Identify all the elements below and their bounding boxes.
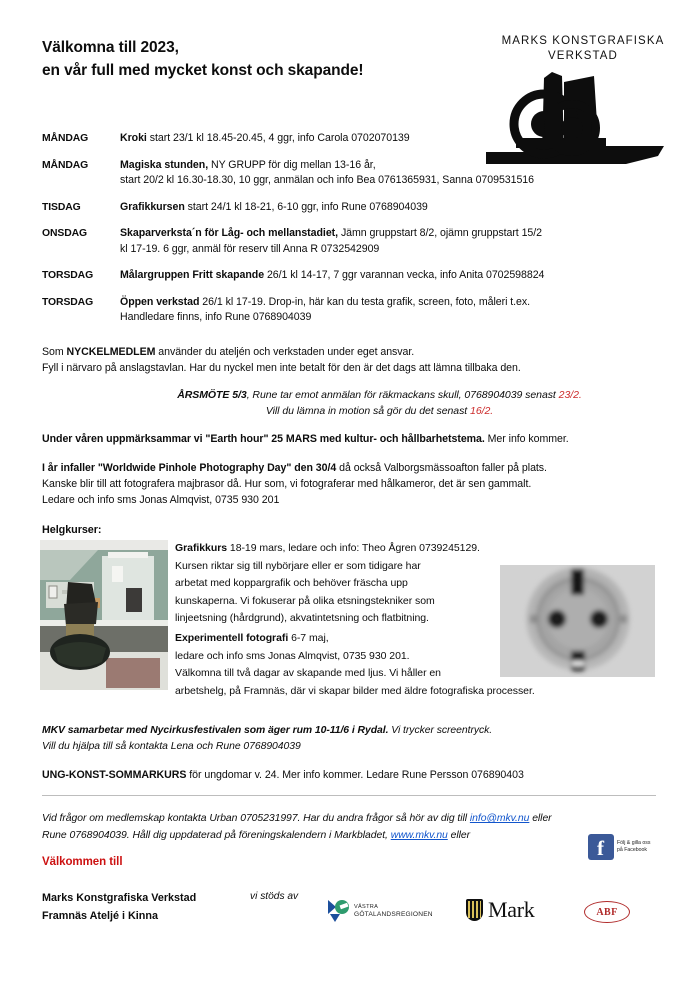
contact-line-2 — [42, 827, 582, 844]
circus-headline-rest: Vi trycker screentryck. — [388, 725, 493, 736]
footer-organisation — [42, 890, 196, 925]
schedule-line — [120, 158, 657, 174]
schedule-line — [120, 173, 657, 189]
course-experimentell-body-line: Välkomna till två dagar av skapande med ljus. Vi håller en — [175, 667, 441, 679]
schedule-body — [120, 226, 657, 257]
contact-text-2-end: eller — [447, 830, 471, 841]
schedule-line-rest: start 20/2 kl 16.30-18.30, 10 ggr, anmälan och info Bea 0761365931, Sanna 0709531516 — [120, 174, 534, 186]
course-experimentell-body-line: ledare och info sms Jonas Almqvist, 0735 930 201. — [175, 649, 410, 662]
schedule-line-rest: Handledare finns, info Rune 0768904039 — [120, 311, 312, 323]
circus-line-2: Vill du hjälpa till så kontakta Lena och Rune 0768904039 — [42, 741, 301, 752]
abf-wordmark: ABF — [596, 906, 618, 918]
schedule-body — [120, 158, 657, 189]
summer-course-note — [42, 768, 657, 784]
schedule-body — [120, 295, 657, 326]
annual-meeting-note — [42, 387, 657, 419]
earth-hour-more-info: Mer info kommer. — [484, 433, 569, 445]
footer-support-label: vi stöds av — [250, 891, 299, 902]
course-grafikkurs-subtitle: 18-19 mars, ledare och info: Theo Ågren 0739245129. — [227, 542, 480, 554]
schedule-row — [42, 295, 657, 326]
schedule-line-rest: start 24/1 kl 18-21, 6-10 ggr, info Rune 0768904039 — [184, 200, 428, 213]
pinhole-line-3: Ledare och info sms Jonas Almqvist, 0735 930 201 — [42, 493, 280, 506]
course-grafikkurs — [175, 540, 495, 628]
pinhole-headline-rest: då också Valborgsmässoafton faller på plats. — [336, 462, 547, 474]
schedule-line-bold: Magiska stunden, — [120, 158, 209, 171]
summer-course-title: UNG-KONST-SOMMARKURS — [42, 769, 187, 781]
schedule-day: MÅNDAG — [42, 133, 89, 144]
schedule-day: TORSDAG — [42, 270, 94, 281]
annual-meeting-text: , Rune tar emot anmälan för räkmackans skull, 0768904039 senast — [246, 389, 559, 401]
vgr-line-2: GÖTALANDSREGIONEN — [354, 911, 433, 918]
pinhole-headline: I år infaller "Worldwide Pinhole Photography Day" den 30/4 — [42, 462, 337, 474]
schedule-day: TISDAG — [42, 201, 81, 213]
contact-line-1 — [42, 810, 582, 827]
facebook-icon[interactable] — [588, 834, 614, 860]
summer-course-details: för ungdomar v. 24. Mer info kommer. Ledare Rune Persson 076890403 — [186, 769, 524, 781]
earth-hour-headline: Under våren uppmärksammar vi "Earth hour" 25 MARS med kultur- och hållbarhetstema. — [42, 433, 485, 445]
weekend-courses-label: Helgkurser: — [42, 524, 102, 536]
marks-kommun-logo — [466, 895, 534, 925]
pinhole-line-1 — [42, 461, 657, 477]
schedule-day: ONSDAG — [42, 228, 88, 239]
circus-festival-note — [42, 723, 657, 755]
course-experimentell-body-line: arbetshelg, på Framnäs, där vi skapar bilder med äldre fotografiska processer. — [175, 684, 535, 697]
course-grafikkurs-body-line: arbetat med koppargrafik och behöver fräscha upp — [175, 577, 408, 589]
course-experimentell-fotografi — [175, 630, 595, 700]
page-title — [42, 36, 363, 82]
course-experimentell-subtitle: 6-7 maj, — [288, 632, 329, 644]
welcome-heading: Välkommen till — [42, 856, 123, 868]
schedule-line-bold: Grafikkursen — [120, 200, 185, 213]
facebook-badge-line-1: Följ & gilla oss — [617, 840, 651, 846]
schedule-line-rest: start 23/1 kl 18.45-20.45, 4 ggr, info Carola 0702070139 — [146, 132, 410, 144]
annual-meeting-motion-text: Vill du lämna in motion så gör du det senast — [265, 405, 471, 417]
pinhole-day-note — [42, 461, 657, 508]
footer-org-line-2: Framnäs Ateljé i Kinna — [42, 909, 158, 922]
vastra-gotalandsregionen-logo — [328, 898, 446, 924]
contact-text-2: Rune 0768904039. Håll dig uppdaterad på föreningskalendern i Markbladet, — [42, 830, 391, 841]
schedule-line — [120, 226, 657, 242]
schedule-line-bold: Öppen verkstad — [120, 295, 200, 308]
circus-line-1 — [42, 723, 657, 739]
key-member-line-2: Fyll i närvaro på anslagstavlan. Har du nyckel men inte betalt för den är det dags att lämna tillbaka den. — [42, 361, 521, 374]
vgr-text — [350, 903, 433, 920]
earth-hour-note — [42, 432, 657, 448]
footer-org-line-1: Marks Konstgrafiska Verkstad — [42, 892, 197, 904]
schedule-line — [120, 268, 657, 284]
course-experimentell-heading — [175, 630, 595, 648]
contact-text-1-end: eller — [529, 813, 552, 824]
schedule-line — [120, 295, 657, 311]
email-link[interactable]: info@mkv.nu — [469, 813, 530, 824]
vgr-line-1: VÄSTRA — [354, 903, 379, 910]
schedule-line-rest: 26/1 kl 17-19. Drop-in, här kan du testa grafik, screen, foto, måleri t.ex. — [199, 295, 531, 308]
logo-text-line-1: MARKS KONSTGRAFISKA — [501, 35, 665, 47]
annual-meeting-label: ÅRSMÖTE 5/3 — [177, 389, 247, 401]
contact-note — [42, 810, 582, 844]
course-experimentell-title: Experimentell fotografi — [175, 632, 289, 644]
abf-logo — [584, 901, 630, 923]
facebook-badge-line-2: på Facebook — [617, 847, 647, 853]
annual-meeting-deadline-2: 16/2. — [470, 405, 494, 417]
key-member-line-1 — [42, 345, 657, 361]
divider — [42, 795, 656, 796]
schedule-row — [42, 158, 657, 189]
schedule-row — [42, 131, 657, 147]
title-line-1: Välkomna till 2023, — [42, 39, 179, 56]
schedule-line-bold: Kroki — [120, 132, 147, 144]
course-grafikkurs-title: Grafikkurs — [175, 542, 228, 554]
schedule-day: MÅNDAG — [42, 159, 89, 171]
logo-text-line-2: VERKSTAD — [548, 50, 618, 62]
key-member-term: NYCKELMEDLEM — [66, 346, 156, 358]
schedule-row — [42, 268, 657, 284]
schedule-line — [120, 310, 657, 326]
circus-headline: MKV samarbetar med Nycirkusfestivalen som äger rum 10-11/6 i Rydal. — [42, 725, 389, 736]
vgr-mark-icon — [328, 899, 350, 923]
key-member-post: använder du ateljén och verkstaden under eget ansvar. — [155, 346, 415, 358]
schedule-line-bold: Skaparverksta´n för Låg- och mellanstadiet, — [120, 227, 339, 239]
schedule-line — [120, 242, 657, 258]
contact-text-1: Vid frågor om medlemskap kontakta Urban 0705231997. Har du andra frågor så hör av dig till — [42, 813, 470, 824]
schedule-line-rest: NY GRUPP för dig mellan 13-16 år, — [208, 158, 376, 171]
key-member-pre: Som — [42, 346, 67, 358]
schedule-body — [120, 131, 657, 147]
pinhole-line-2: Kanske blir till att fotografera majbrasor då. Hur som, vi fotograferar med hålkameror, det är sen gammalt. — [42, 477, 532, 490]
course-grafikkurs-body-line: Kursen riktar sig till nybörjare eller er som tidigare har — [175, 559, 421, 572]
schedule-day: TORSDAG — [42, 296, 94, 308]
mark-wordmark: Mark — [488, 897, 535, 922]
workshop-interior-photo — [40, 540, 168, 690]
schedule-row — [42, 226, 657, 257]
facebook-badge[interactable] — [588, 832, 652, 862]
course-grafikkurs-heading — [175, 540, 495, 558]
course-grafikkurs-body-line: linjeetsning (hårdgrund), akvatintetsning och flatbitning. — [175, 612, 429, 624]
website-link[interactable]: www.mkv.nu — [390, 830, 448, 841]
schedule-line-rest: 26/1 kl 14-17, 7 ggr varannan vecka, info Anita 0702598824 — [264, 269, 545, 281]
schedule-line-rest: kl 17-19. 6 ggr, anmäl för reserv till Anna R 0732542909 — [120, 242, 380, 255]
weekly-schedule — [42, 131, 657, 337]
schedule-body — [120, 200, 657, 216]
schedule-body — [120, 268, 657, 284]
schedule-line — [120, 200, 657, 216]
schedule-row — [42, 200, 657, 216]
key-member-note — [42, 345, 657, 377]
schedule-line-bold: Målargruppen Fritt skapande — [120, 269, 265, 281]
facebook-badge-text — [614, 840, 650, 854]
schedule-line-rest: Jämn gruppstart 8/2, ojämn gruppstart 15/2 — [338, 227, 542, 239]
course-grafikkurs-body-line: kunskaperna. Vi fokuserar på olika etsningstekniker som — [175, 594, 435, 607]
title-line-2: en vår full med mycket konst och skapande! — [42, 62, 364, 79]
mark-shield-icon — [466, 899, 483, 921]
annual-meeting-line-2 — [102, 403, 657, 419]
annual-meeting-deadline-1: 23/2. — [558, 389, 582, 401]
schedule-line — [120, 131, 657, 147]
annual-meeting-line-1 — [102, 387, 657, 403]
